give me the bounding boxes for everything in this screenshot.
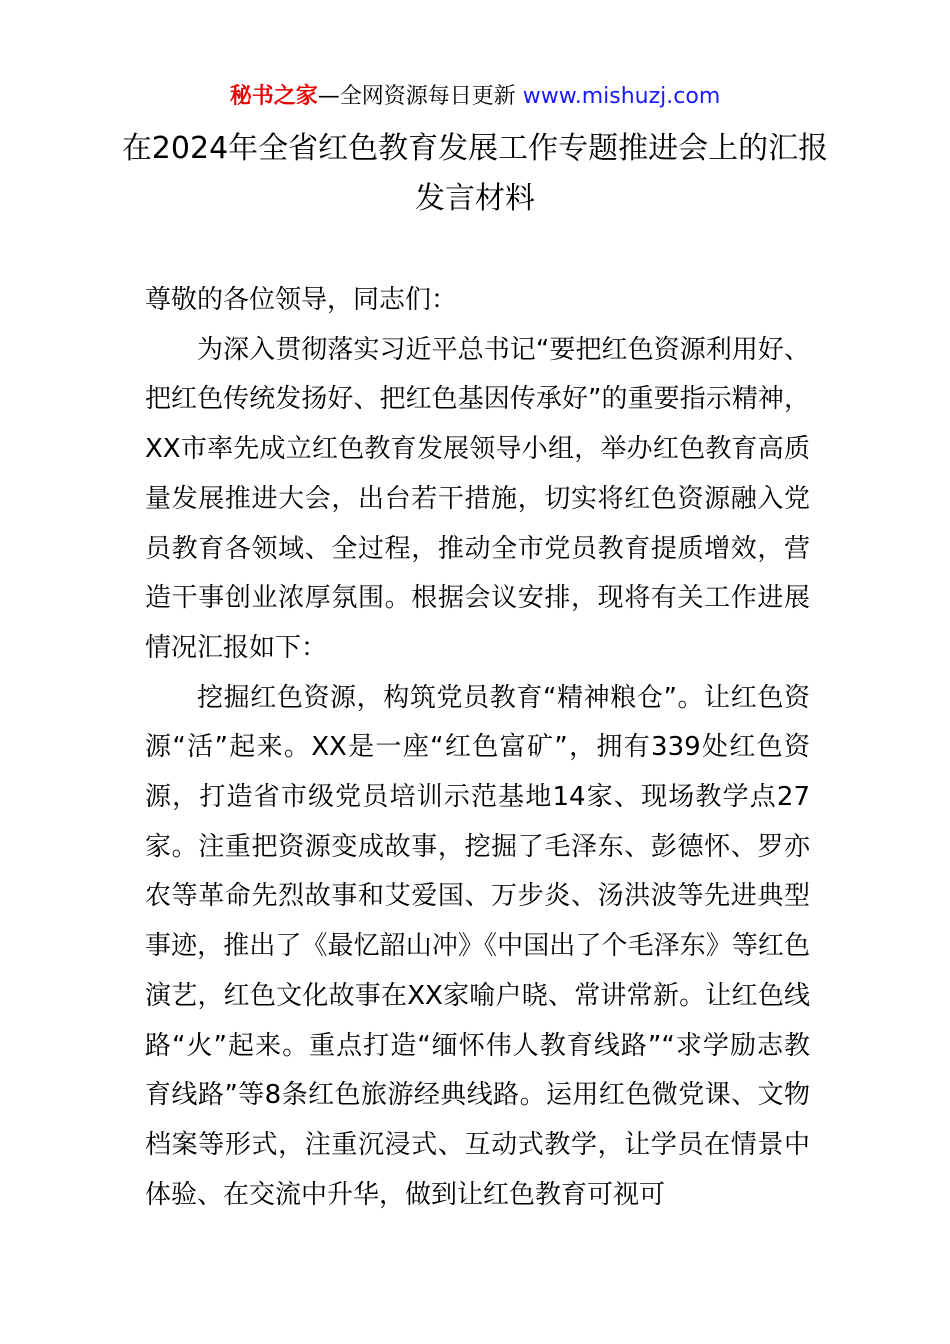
paragraph-intro: 为深入贯彻落实习近平总书记“要把红色资源利用好、把红色传统发扬好、把红色基因传承好”的重要指示精神，XX市率先成立红色教育发展领导小组，举办红色教育高质量发展推进大会，出台若干措施，切实将红色资源融入党员教育各领域、全过程，推动全市党员教育提质增效，营造干事创业浓厚氛围。根据会议安排，现将有关工作进展情况汇报如下： bbox=[145, 334, 810, 663]
document-body bbox=[145, 276, 810, 1220]
site-header bbox=[0, 80, 950, 114]
site-url[interactable]: www.mishuzj.com bbox=[522, 84, 721, 109]
header-tagline: —全网资源每日更新 bbox=[317, 84, 523, 109]
salutation: 尊敬的各位领导，同志们： bbox=[145, 285, 458, 315]
paragraph-red-resources: 挖掘红色资源，构筑党员教育“精神粮仓”。让红色资源“活”起来。XX是一座“红色富矿”，拥有339处红色资源，打造省市级党员培训示范基地14家、现场教学点27家。注重把资源变成故事，挖掘了毛泽东、彭德怀、罗亦农等革命先烈故事和艾爱国、万步炎、汤洪波等先进典型事迹，推出了《最忆韶山冲》《中国出了个毛泽东》等红色演艺，红色文化故事在XX家喻户晓、常讲常新。让红色线路“火”起来。重点打造“缅怀伟人教育线路”“求学励志教育线路”等8条红色旅游经典线路。运用红色微党课、文物档案等形式，注重沉浸式、互动式教学，让学员在情景中体验、在交流中升华，做到让红色教育可视可 bbox=[145, 682, 810, 1210]
document-title: 在2024年全省红色教育发展工作专题推进会上的汇报发言材料 bbox=[121, 131, 829, 216]
brand-name: 秘书之家 bbox=[229, 84, 318, 109]
